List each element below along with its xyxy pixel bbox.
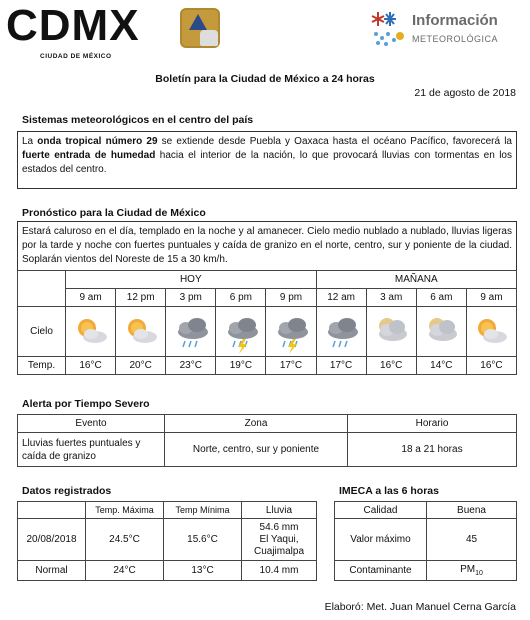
group-hoy: HOY [66, 271, 317, 289]
sun-cloud-icon [116, 310, 165, 354]
temp-1: 20°C [116, 357, 166, 375]
sky-cell-3 [216, 307, 266, 357]
row-label-temp: Temp. [18, 357, 66, 375]
alerta-evento: Lluvias fuertes puntuales y caída de granizo [18, 433, 165, 467]
col-temp-max: Temp. Máxima [86, 502, 164, 519]
sun-cloud-icon [66, 310, 115, 354]
hour-3: 6 pm [216, 289, 266, 307]
rain-cloud-icon [166, 310, 215, 354]
datos-r1-max: 24.5°C [86, 519, 164, 561]
info-logo-line1: Información [412, 12, 498, 29]
sky-cell-8 [466, 307, 516, 357]
imeca-table [334, 501, 517, 581]
datos-heading: Datos registrados [22, 485, 112, 497]
temp-row [18, 357, 517, 375]
pronostico-box [17, 221, 517, 271]
alerta-horario: 18 a 21 horas [348, 433, 517, 467]
col-lluvia: Lluvia [242, 502, 317, 519]
imeca-r2-value: $PM_{10}$ [427, 561, 517, 581]
temp-3: 19°C [216, 357, 266, 375]
datos-table [17, 501, 317, 581]
informacion-meteorologica-logo [368, 8, 518, 52]
temp-0: 16°C [66, 357, 116, 375]
moon-cloud-icon [367, 310, 416, 354]
alerta-table [17, 414, 517, 467]
datos-r2-min: 13°C [164, 561, 242, 581]
datos-r1-label: 20/08/2018 [18, 519, 86, 561]
cdmx-logo-subtitle: CIUDAD DE MÉXICO [40, 53, 112, 60]
temp-2: 23°C [166, 357, 216, 375]
temp-6: 16°C [366, 357, 416, 375]
col-zona: Zona [165, 415, 348, 433]
temp-4: 17°C [266, 357, 316, 375]
hour-2: 3 pm [166, 289, 216, 307]
proteccion-civil-icon [180, 8, 220, 48]
sky-cell-7 [416, 307, 466, 357]
storm-cloud-icon [216, 310, 265, 354]
pronostico-text: Estará caluroso en el día, templado en la noche y al amanecer. Cielo medio nublado a nublado, lluvias ligeras por la tarde y noche con fuertes puntuales y caída de granizo en el norte, centro, sur y poniente de la ciudad. Soplarán vientos del Noreste de 15 a 30 km/h. [22, 226, 512, 265]
sistemas-heading: Sistemas meteorológicos en el centro del país [22, 114, 254, 126]
forecast-table [17, 270, 517, 375]
info-logo-line2: METEOROLÓGICA [412, 34, 499, 44]
datos-r1-lluvia: 54.6 mm El Yaqui, Cuajimalpa [242, 519, 317, 561]
imeca-r1-value: 45 [427, 519, 517, 561]
temp-5: 17°C [316, 357, 366, 375]
col-calidad: Calidad [335, 502, 427, 519]
imeca-r1-label: Valor máximo [335, 519, 427, 561]
sistemas-box [17, 131, 517, 189]
temp-7: 14°C [416, 357, 466, 375]
sky-cell-1 [116, 307, 166, 357]
temp-8: 16°C [466, 357, 516, 375]
datos-r2-max: 24°C [86, 561, 164, 581]
datos-r2-lluvia: 10.4 mm [242, 561, 317, 581]
moon-cloud-icon [417, 310, 466, 354]
hours-row [18, 289, 517, 307]
storm-cloud-icon [266, 310, 315, 354]
sky-cell-0 [66, 307, 116, 357]
group-manana: MAÑANA [316, 271, 516, 289]
sky-cell-5 [316, 307, 366, 357]
imeca-heading: IMECA a las 6 horas [339, 485, 439, 497]
col-horario: Horario [348, 415, 517, 433]
pronostico-heading: Pronóstico para la Ciudad de México [22, 207, 206, 219]
hour-5: 12 am [316, 289, 366, 307]
row-label-cielo: Cielo [18, 307, 66, 357]
rain-cloud-icon [317, 310, 366, 354]
hour-8: 9 am [466, 289, 516, 307]
imeca-r2-label: Contaminante [335, 561, 427, 581]
snowflake-rain-icon [368, 8, 408, 48]
bulletin-date: 21 de agosto de 2018 [414, 87, 516, 99]
sky-row [18, 307, 517, 357]
sistemas-text: La onda tropical número 29 se extiende desde Puebla y Oaxaca hasta el océano Pacífico, favorecerá la fuerte entrada de humedad hacia el interior de la nación, lo que provocará lluvias con tormentas en los estados del centro. [22, 136, 512, 175]
hour-0: 9 am [66, 289, 116, 307]
datos-r1-min: 15.6°C [164, 519, 242, 561]
sun-cloud-icon [467, 310, 516, 354]
alerta-zona: Norte, centro, sur y poniente [165, 433, 348, 467]
bulletin-title: Boletín para la Ciudad de México a 24 horas [155, 73, 375, 85]
col-temp-min: Temp Mínima [164, 502, 242, 519]
page-header [0, 0, 530, 68]
sky-cell-4 [266, 307, 316, 357]
datos-r2-label: Normal [18, 561, 86, 581]
col-buena: Buena [427, 502, 517, 519]
footer-author: Elaboró: Met. Juan Manuel Cerna García [324, 601, 516, 613]
cdmx-logo: CDMX [6, 1, 140, 50]
col-evento: Evento [18, 415, 165, 433]
hour-6: 3 am [366, 289, 416, 307]
sky-cell-2 [166, 307, 216, 357]
hour-4: 9 pm [266, 289, 316, 307]
hour-1: 12 pm [116, 289, 166, 307]
hour-7: 6 am [416, 289, 466, 307]
alerta-heading: Alerta por Tiempo Severo [22, 398, 150, 410]
sky-cell-6 [366, 307, 416, 357]
